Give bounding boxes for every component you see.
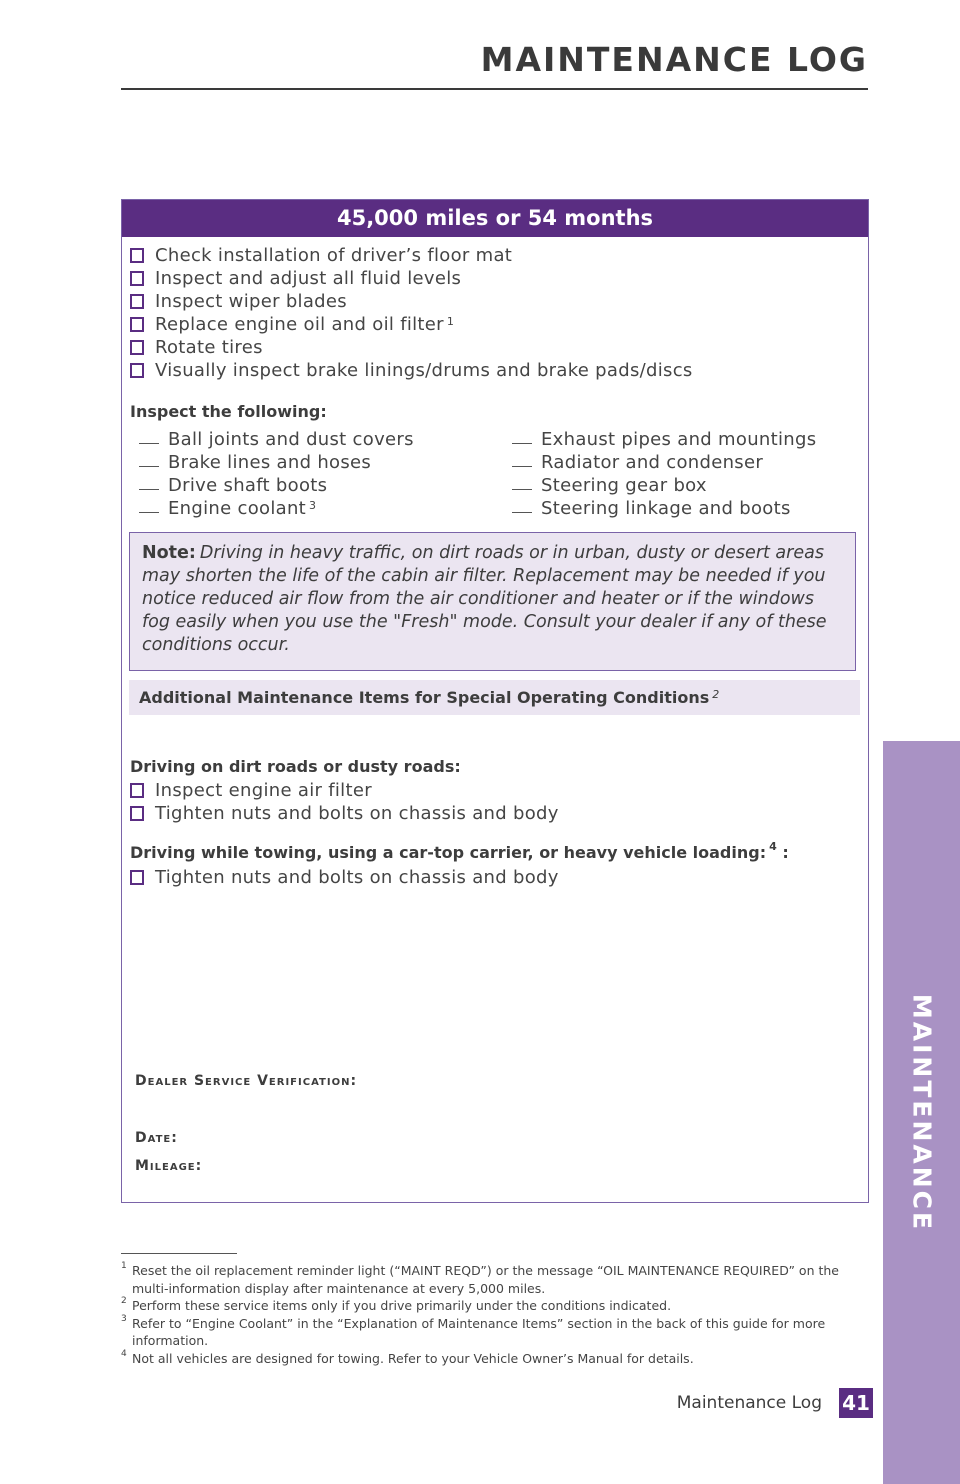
blank-line[interactable] [512,443,532,444]
checkbox[interactable] [130,248,144,263]
dirt-roads-checklist [130,779,559,825]
date-label: Date: [135,1130,178,1146]
blank-line[interactable] [139,466,159,467]
inspect-item [512,428,816,451]
towing-heading [130,840,789,862]
footnote-text: Not all vehicles are designed for towing. Refer to your Vehicle Owner’s Manual for details. [132,1350,694,1366]
checkbox[interactable] [130,294,144,309]
footnote-ref: 3 [309,499,317,512]
maintenance-card [121,199,869,1203]
footer-section-label: Maintenance Log [676,1393,822,1413]
side-tab-label: MAINTENANCE [907,993,936,1232]
footnote-number: 2 [121,1296,127,1306]
dealer-verification-label: Dealer Service Verification: [135,1073,358,1089]
checklist-item-label: Tighten nuts and bolts on chassis and body [155,803,559,824]
footnotes [121,1262,861,1367]
inspect-item [512,451,816,474]
inspect-item-label: Brake lines and hoses [168,452,372,473]
inspect-item-label: Steering gear box [541,475,707,496]
inspect-item [139,451,414,474]
inspect-item-label: Drive shaft boots [168,475,328,496]
service-checklist [130,244,693,382]
checklist-item-label: Inspect wiper blades [155,291,347,312]
blank-line[interactable] [512,466,532,467]
checklist-item [130,313,693,336]
inspect-item [139,474,414,497]
checklist-item-label: Inspect and adjust all fluid levels [155,268,462,289]
towing-heading-text: Driving while towing, using a car-top carrier, or heavy vehicle loading: [130,843,767,862]
footnote-ref: 4 [769,840,777,853]
note-body: Driving in heavy traffic, on dirt roads or in urban, dusty or desert areas may shorten the life of the cabin air filter. Replacement may be needed if you notice reduced air flow from the air conditioner and heater or if the windows fog easily when you use the "Fresh" mode. Consult your dealer if any of these conditions occur. [142,543,827,655]
inspect-list-right [512,428,816,520]
towing-checklist [130,866,559,889]
checklist-item [130,866,559,889]
inspect-item [139,428,414,451]
towing-heading-suffix: : [776,843,789,862]
checkbox[interactable] [130,783,144,798]
footnote-text: Reset the oil replacement reminder light (“MAINT REQD”) or the message “OIL MAINTENANCE REQUIRED” on the multi-information display after maintenance at every 5,000 miles. [132,1263,839,1296]
inspect-item [139,497,414,520]
inspect-item-label: Radiator and condenser [541,452,764,473]
inspect-item-label: Steering linkage and boots [541,498,791,519]
checklist-item [130,359,693,382]
inspect-item [512,474,816,497]
page-title: MAINTENANCE LOG [480,40,868,79]
blank-line[interactable] [139,489,159,490]
checkbox[interactable] [130,271,144,286]
mileage-label: Mileage: [135,1158,203,1174]
footnote-ref: 1 [446,315,455,328]
footnote-rule [121,1253,237,1254]
checklist-item [130,244,693,267]
inspect-item-label: Ball joints and dust covers [168,429,414,450]
checkbox[interactable] [130,317,144,332]
inspect-heading: Inspect the following: [130,402,327,421]
note-box [129,532,856,671]
footnote [121,1315,861,1350]
footnote-number: 4 [121,1348,127,1359]
checklist-item [130,336,693,359]
checklist-item [130,779,559,802]
blank-line[interactable] [139,512,159,513]
checkbox[interactable] [130,340,144,355]
inspect-item-label: Exhaust pipes and mountings [541,429,817,450]
blank-line[interactable] [139,443,159,444]
footnote [121,1350,861,1368]
section-side-tab [883,741,960,1484]
title-rule [121,88,868,90]
checklist-item-label: Check installation of driver’s floor mat [155,245,513,266]
checklist-item-label: Inspect engine air filter [155,780,372,801]
checklist-item [130,290,693,313]
note-label: Note: [142,543,196,563]
footnote [121,1262,861,1297]
footnote [121,1297,861,1315]
footnote-number: 3 [121,1313,127,1324]
checklist-item [130,802,559,825]
checklist-item [130,267,693,290]
footnote-ref: 2 [712,688,720,701]
blank-line[interactable] [512,512,532,513]
checklist-item-label: Tighten nuts and bolts on chassis and body [155,867,559,888]
dirt-roads-heading: Driving on dirt roads or dusty roads: [130,757,461,776]
checklist-item-label: Visually inspect brake linings/drums and brake pads/discs [155,360,693,381]
note-text [142,542,843,657]
card-header: 45,000 miles or 54 months [122,200,868,237]
checkbox[interactable] [130,870,144,885]
checkbox[interactable] [130,363,144,378]
inspect-list-left [139,428,414,520]
page-number: 41 [839,1388,873,1418]
blank-line[interactable] [512,489,532,490]
footnote-text: Perform these service items only if you drive primarily under the conditions indicated. [132,1298,672,1313]
additional-items-title: Additional Maintenance Items for Special Operating Conditions [139,688,710,707]
inspect-item [512,497,816,520]
footnote-number: 1 [121,1261,127,1271]
additional-items-bar [129,680,860,715]
checkbox[interactable] [130,806,144,821]
checklist-item-label: Rotate tires [155,337,263,358]
footnote-text: Refer to “Engine Coolant” in the “Explanation of Maintenance Items” section in the back of this guide for more information. [132,1315,826,1348]
checklist-item-label: Replace engine oil and oil filter [155,314,444,335]
inspect-item-label: Engine coolant [168,498,307,519]
